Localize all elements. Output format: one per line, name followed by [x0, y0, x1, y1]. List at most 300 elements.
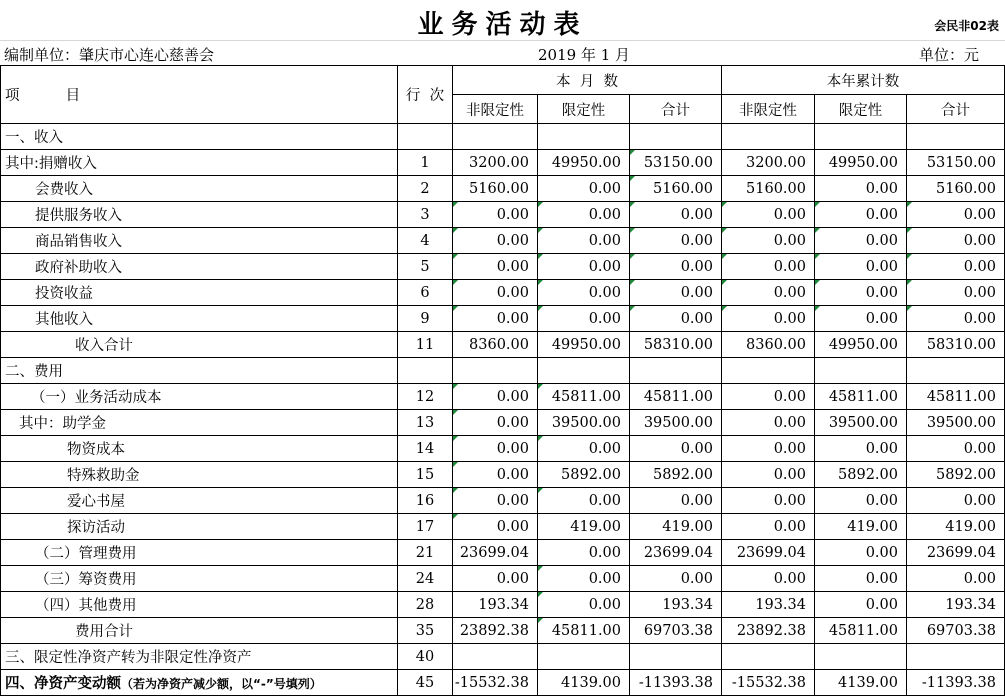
row-label-text: 三、限定性净资产转为非限定性净资产: [5, 650, 252, 666]
cell-indicator-icon: [538, 384, 543, 389]
cell-month-unrestricted: [453, 332, 538, 358]
cell-ytd-restricted: [815, 280, 907, 306]
cell-value: 5892.00: [653, 466, 713, 483]
cell-ytd-unrestricted: [722, 254, 815, 280]
cell-ytd-restricted: [815, 514, 907, 540]
cell-ytd-restricted: [815, 618, 907, 644]
cell-month-restricted: [538, 644, 630, 670]
cell-indicator-icon: [453, 254, 458, 259]
cell-indicator-icon: [538, 306, 543, 311]
cell-month-restricted: [538, 332, 630, 358]
row-label-text: 物资成本: [67, 442, 125, 458]
cell-indicator-icon: [630, 280, 635, 285]
cell-month-unrestricted: [453, 306, 538, 332]
row-label: [1, 358, 398, 384]
row-line-number: 13: [398, 410, 453, 436]
table-row: [1, 436, 1005, 462]
row-label-text: （二）管理费用: [35, 546, 137, 562]
cell-value: 0.00: [773, 570, 806, 587]
cell-month-restricted: [538, 566, 630, 592]
row-line-number: 40: [398, 644, 453, 670]
cell-value: 0.00: [588, 232, 621, 249]
header-item: 项 目: [1, 66, 398, 124]
cell-value: 0.00: [680, 570, 713, 587]
cell-indicator-icon: [907, 202, 912, 207]
cell-value: 0.00: [496, 440, 529, 457]
cell-value: 0.00: [588, 544, 621, 561]
cell-ytd-total: [907, 280, 1005, 306]
header-line: 行 次: [398, 66, 453, 124]
row-label-text: （三）筹资费用: [35, 572, 137, 588]
cell-month-restricted: [538, 514, 630, 540]
row-label: [1, 306, 398, 332]
table-row: [1, 202, 1005, 228]
table-row: [1, 176, 1005, 202]
cell-month-total: [630, 202, 722, 228]
cell-value: 0.00: [496, 206, 529, 223]
cell-month-restricted: [538, 358, 630, 384]
row-label-text: 其他收入: [35, 312, 93, 328]
cell-ytd-total: [907, 436, 1005, 462]
row-label-text: （四）其他费用: [35, 598, 137, 614]
cell-value: 5160.00: [653, 180, 713, 197]
cell-month-total: [630, 280, 722, 306]
row-line-number: 11: [398, 332, 453, 358]
cell-month-restricted: [538, 540, 630, 566]
report-title: 业务活动表: [417, 10, 588, 40]
cell-month-restricted: [538, 670, 630, 696]
cell-ytd-unrestricted: [722, 566, 815, 592]
row-line-number: 21: [398, 540, 453, 566]
row-label: [1, 228, 398, 254]
cell-value: 0.00: [588, 440, 621, 457]
cell-month-unrestricted: [453, 462, 538, 488]
cell-value: 0.00: [773, 440, 806, 457]
cell-indicator-icon: [815, 202, 820, 207]
row-label: [1, 150, 398, 176]
cell-month-unrestricted: [453, 566, 538, 592]
table-row: [1, 670, 1005, 696]
cell-value: 39500.00: [551, 414, 621, 431]
header-month-unrestricted: 非限定性: [453, 95, 538, 124]
cell-month-restricted: [538, 592, 630, 618]
row-label-text: 特殊救助金: [67, 468, 140, 484]
cell-indicator-icon: [453, 488, 458, 493]
cell-value: 0.00: [773, 232, 806, 249]
cell-ytd-unrestricted: [722, 436, 815, 462]
cell-month-unrestricted: [453, 280, 538, 306]
cell-value: 0.00: [680, 310, 713, 327]
cell-ytd-restricted: [815, 670, 907, 696]
row-label: [1, 670, 398, 696]
cell-ytd-total: [907, 202, 1005, 228]
cell-indicator-icon: [907, 254, 912, 259]
row-line-number: 1: [398, 150, 453, 176]
cell-month-total: [630, 644, 722, 670]
cell-value: 0.00: [773, 310, 806, 327]
row-label: [1, 254, 398, 280]
table-row: [1, 618, 1005, 644]
row-line-number: 12: [398, 384, 453, 410]
cell-month-total: [630, 150, 722, 176]
row-label-text: 提供服务收入: [35, 208, 122, 224]
cell-value: -15532.38: [454, 674, 529, 691]
cell-ytd-restricted: [815, 436, 907, 462]
cell-value: 49950.00: [828, 336, 898, 353]
cell-month-restricted: [538, 176, 630, 202]
cell-ytd-total: [907, 514, 1005, 540]
currency-unit: 单位：元: [918, 46, 979, 64]
cell-month-unrestricted: [453, 254, 538, 280]
row-label-text: 探访活动: [67, 520, 125, 536]
cell-month-restricted: [538, 306, 630, 332]
cell-indicator-icon: [722, 202, 727, 207]
cell-indicator-icon: [453, 436, 458, 441]
cell-value: 69703.38: [643, 622, 713, 639]
header-ytd: 本年累计数: [722, 66, 1005, 95]
cell-indicator-icon: [815, 306, 820, 311]
cell-value: 49950.00: [828, 154, 898, 171]
cell-value: 4139.00: [838, 674, 898, 691]
cell-ytd-restricted: [815, 462, 907, 488]
cell-ytd-unrestricted: [722, 280, 815, 306]
cell-ytd-restricted: [815, 592, 907, 618]
cell-month-restricted: [538, 384, 630, 410]
cell-indicator-icon: [722, 254, 727, 259]
cell-month-unrestricted: [453, 202, 538, 228]
cell-indicator-icon: [453, 410, 458, 415]
cell-ytd-total: [907, 488, 1005, 514]
cell-month-unrestricted: [453, 670, 538, 696]
cell-value: 0.00: [773, 492, 806, 509]
cell-value: 39500.00: [926, 414, 996, 431]
row-label: [1, 124, 398, 150]
header-month-total: 合计: [630, 95, 722, 124]
cell-indicator-icon: [630, 150, 635, 155]
cell-indicator-icon: [630, 254, 635, 259]
cell-value: 5892.00: [561, 466, 621, 483]
cell-value: 0.00: [865, 180, 898, 197]
cell-month-unrestricted: [453, 514, 538, 540]
cell-value: 0.00: [680, 206, 713, 223]
cell-ytd-unrestricted: [722, 176, 815, 202]
cell-value: 419.00: [662, 518, 713, 535]
row-line-number: 24: [398, 566, 453, 592]
cell-value: 45811.00: [828, 388, 898, 405]
cell-value: 5160.00: [746, 180, 806, 197]
cell-indicator-icon: [722, 306, 727, 311]
row-label: [1, 332, 398, 358]
cell-value: 23699.04: [459, 544, 529, 561]
table-row: [1, 488, 1005, 514]
row-label: [1, 514, 398, 540]
cell-value: 58310.00: [926, 336, 996, 353]
cell-value: 0.00: [680, 232, 713, 249]
cell-ytd-total: [907, 306, 1005, 332]
row-label-text: 收入合计: [75, 338, 133, 354]
cell-month-restricted: [538, 436, 630, 462]
cell-month-total: [630, 384, 722, 410]
cell-value: 0.00: [773, 284, 806, 301]
cell-value: 0.00: [865, 206, 898, 223]
cell-value: 23892.38: [459, 622, 529, 639]
cell-value: 45811.00: [551, 622, 621, 639]
cell-value: 0.00: [588, 596, 621, 613]
cell-value: 0.00: [963, 232, 996, 249]
table-row: [1, 228, 1005, 254]
cell-ytd-restricted: [815, 228, 907, 254]
cell-value: 0.00: [496, 492, 529, 509]
cell-value: 0.00: [865, 596, 898, 613]
cell-month-unrestricted: [453, 592, 538, 618]
cell-ytd-restricted: [815, 332, 907, 358]
row-label-text: 投资收益: [35, 286, 93, 302]
cell-indicator-icon: [538, 566, 543, 571]
cell-month-unrestricted: [453, 176, 538, 202]
cell-value: 193.34: [755, 596, 806, 613]
cell-value: 0.00: [963, 570, 996, 587]
cell-month-unrestricted: [453, 358, 538, 384]
cell-value: 0.00: [588, 570, 621, 587]
cell-ytd-unrestricted: [722, 332, 815, 358]
cell-value: 45811.00: [551, 388, 621, 405]
cell-value: 419.00: [847, 518, 898, 535]
table-row: [1, 592, 1005, 618]
cell-ytd-total: [907, 228, 1005, 254]
activity-statement-table: [0, 65, 1005, 696]
cell-ytd-total: [907, 644, 1005, 670]
header-divider: [0, 40, 1005, 41]
cell-ytd-restricted: [815, 176, 907, 202]
cell-month-total: [630, 462, 722, 488]
cell-value: 5160.00: [936, 180, 996, 197]
row-label-text: 一、收入: [5, 130, 63, 146]
cell-month-unrestricted: [453, 124, 538, 150]
table-row: [1, 150, 1005, 176]
cell-month-unrestricted: [453, 618, 538, 644]
cell-ytd-restricted: [815, 254, 907, 280]
row-line-number: 45: [398, 670, 453, 696]
cell-value: 0.00: [588, 284, 621, 301]
reporting-unit: 编制单位：肇庆市心连心慈善会: [4, 46, 215, 64]
cell-indicator-icon: [630, 228, 635, 233]
cell-value: 58310.00: [643, 336, 713, 353]
cell-value: 0.00: [963, 206, 996, 223]
cell-ytd-unrestricted: [722, 462, 815, 488]
table-row: [1, 566, 1005, 592]
cell-indicator-icon: [453, 462, 458, 467]
cell-month-restricted: [538, 410, 630, 436]
row-label: [1, 176, 398, 202]
cell-ytd-unrestricted: [722, 540, 815, 566]
row-label: [1, 566, 398, 592]
cell-indicator-icon: [538, 254, 543, 259]
cell-ytd-total: [907, 566, 1005, 592]
cell-indicator-icon: [815, 254, 820, 259]
cell-value: 53150.00: [926, 154, 996, 171]
row-label-text: 其中:捐赠收入: [5, 156, 97, 172]
cell-indicator-icon: [907, 228, 912, 233]
cell-month-restricted: [538, 462, 630, 488]
cell-ytd-total: [907, 462, 1005, 488]
cell-value: 0.00: [588, 180, 621, 197]
cell-value: 193.34: [662, 596, 713, 613]
cell-value: 419.00: [945, 518, 996, 535]
cell-value: 0.00: [496, 414, 529, 431]
cell-ytd-restricted: [815, 644, 907, 670]
cell-ytd-total: [907, 176, 1005, 202]
cell-ytd-total: [907, 618, 1005, 644]
cell-ytd-total: [907, 150, 1005, 176]
cell-month-unrestricted: [453, 384, 538, 410]
cell-value: 0.00: [496, 258, 529, 275]
cell-value: 0.00: [865, 284, 898, 301]
cell-value: 0.00: [773, 206, 806, 223]
cell-month-total: [630, 540, 722, 566]
row-line-number: 4: [398, 228, 453, 254]
cell-ytd-total: [907, 254, 1005, 280]
row-line-number: 17: [398, 514, 453, 540]
cell-month-unrestricted: [453, 644, 538, 670]
row-label-text: 四、净资产变动额: [5, 676, 121, 692]
cell-ytd-unrestricted: [722, 124, 815, 150]
cell-value: 0.00: [865, 570, 898, 587]
cell-indicator-icon: [907, 280, 912, 285]
header-month-restricted: 限定性: [538, 95, 630, 124]
cell-indicator-icon: [722, 228, 727, 233]
cell-indicator-icon: [538, 618, 543, 623]
cell-indicator-icon: [538, 488, 543, 493]
cell-value: 0.00: [773, 258, 806, 275]
table-row: [1, 410, 1005, 436]
cell-month-total: [630, 566, 722, 592]
cell-value: 3200.00: [746, 154, 806, 171]
cell-month-total: [630, 254, 722, 280]
row-label-text: 爱心书屋: [67, 494, 125, 510]
cell-value: 0.00: [496, 518, 529, 535]
cell-value: 0.00: [680, 258, 713, 275]
cell-value: -11393.38: [638, 674, 713, 691]
table-row: [1, 124, 1005, 150]
row-line-number: 14: [398, 436, 453, 462]
form-code: 会民非02表: [934, 19, 999, 33]
cell-value: 0.00: [588, 492, 621, 509]
cell-indicator-icon: [538, 228, 543, 233]
cell-month-restricted: [538, 254, 630, 280]
table-row: [1, 280, 1005, 306]
cell-value: 0.00: [496, 466, 529, 483]
cell-value: 49950.00: [551, 154, 621, 171]
cell-ytd-unrestricted: [722, 618, 815, 644]
cell-value: 0.00: [865, 232, 898, 249]
cell-value: 0.00: [588, 258, 621, 275]
header-this-month: 本 月 数: [453, 66, 722, 95]
cell-value: 5892.00: [838, 466, 898, 483]
cell-value: 45811.00: [643, 388, 713, 405]
cell-value: 69703.38: [926, 622, 996, 639]
cell-month-restricted: [538, 150, 630, 176]
row-label-text: 二、费用: [5, 364, 63, 380]
cell-ytd-restricted: [815, 540, 907, 566]
cell-value: 0.00: [773, 414, 806, 431]
row-label: [1, 488, 398, 514]
cell-value: 193.34: [945, 596, 996, 613]
cell-ytd-total: [907, 670, 1005, 696]
cell-month-total: [630, 670, 722, 696]
cell-ytd-restricted: [815, 202, 907, 228]
header-ytd-restricted: 限定性: [815, 95, 907, 124]
cell-month-restricted: [538, 618, 630, 644]
cell-ytd-restricted: [815, 358, 907, 384]
cell-month-total: [630, 176, 722, 202]
table-row: [1, 540, 1005, 566]
row-line-number: [398, 358, 453, 384]
cell-month-total: [630, 618, 722, 644]
cell-month-total: [630, 410, 722, 436]
cell-value: 0.00: [865, 258, 898, 275]
header-row-1: [1, 66, 1005, 95]
cell-value: 23699.04: [926, 544, 996, 561]
cell-indicator-icon: [538, 202, 543, 207]
cell-value: 8360.00: [746, 336, 806, 353]
cell-value: 39500.00: [643, 414, 713, 431]
cell-indicator-icon: [630, 306, 635, 311]
cell-value: 0.00: [680, 284, 713, 301]
cell-ytd-total: [907, 384, 1005, 410]
cell-value: 0.00: [496, 570, 529, 587]
cell-indicator-icon: [453, 384, 458, 389]
cell-month-total: [630, 488, 722, 514]
row-label: [1, 618, 398, 644]
cell-value: 0.00: [588, 206, 621, 223]
cell-value: 193.34: [478, 596, 529, 613]
cell-ytd-restricted: [815, 566, 907, 592]
cell-value: 0.00: [680, 492, 713, 509]
cell-value: 419.00: [570, 518, 621, 535]
cell-month-restricted: [538, 228, 630, 254]
cell-month-unrestricted: [453, 150, 538, 176]
cell-value: 49950.00: [551, 336, 621, 353]
cell-value: 0.00: [773, 388, 806, 405]
table-row: [1, 384, 1005, 410]
cell-indicator-icon: [453, 306, 458, 311]
table-row: [1, 462, 1005, 488]
cell-ytd-restricted: [815, 150, 907, 176]
cell-indicator-icon: [630, 202, 635, 207]
cell-value: 0.00: [963, 310, 996, 327]
cell-value: 0.00: [865, 440, 898, 457]
cell-month-restricted: [538, 488, 630, 514]
cell-ytd-unrestricted: [722, 410, 815, 436]
cell-value: 23699.04: [736, 544, 806, 561]
cell-value: 4139.00: [561, 674, 621, 691]
cell-indicator-icon: [815, 280, 820, 285]
cell-month-unrestricted: [453, 540, 538, 566]
row-label-text: 费用合计: [75, 624, 133, 640]
cell-value: 0.00: [496, 232, 529, 249]
cell-ytd-restricted: [815, 488, 907, 514]
row-label: [1, 540, 398, 566]
cell-month-total: [630, 592, 722, 618]
cell-month-unrestricted: [453, 228, 538, 254]
cell-ytd-unrestricted: [722, 150, 815, 176]
row-line-number: 2: [398, 176, 453, 202]
row-line-number: 15: [398, 462, 453, 488]
cell-value: 0.00: [963, 284, 996, 301]
cell-ytd-total: [907, 410, 1005, 436]
cell-indicator-icon: [453, 202, 458, 207]
cell-month-total: [630, 436, 722, 462]
